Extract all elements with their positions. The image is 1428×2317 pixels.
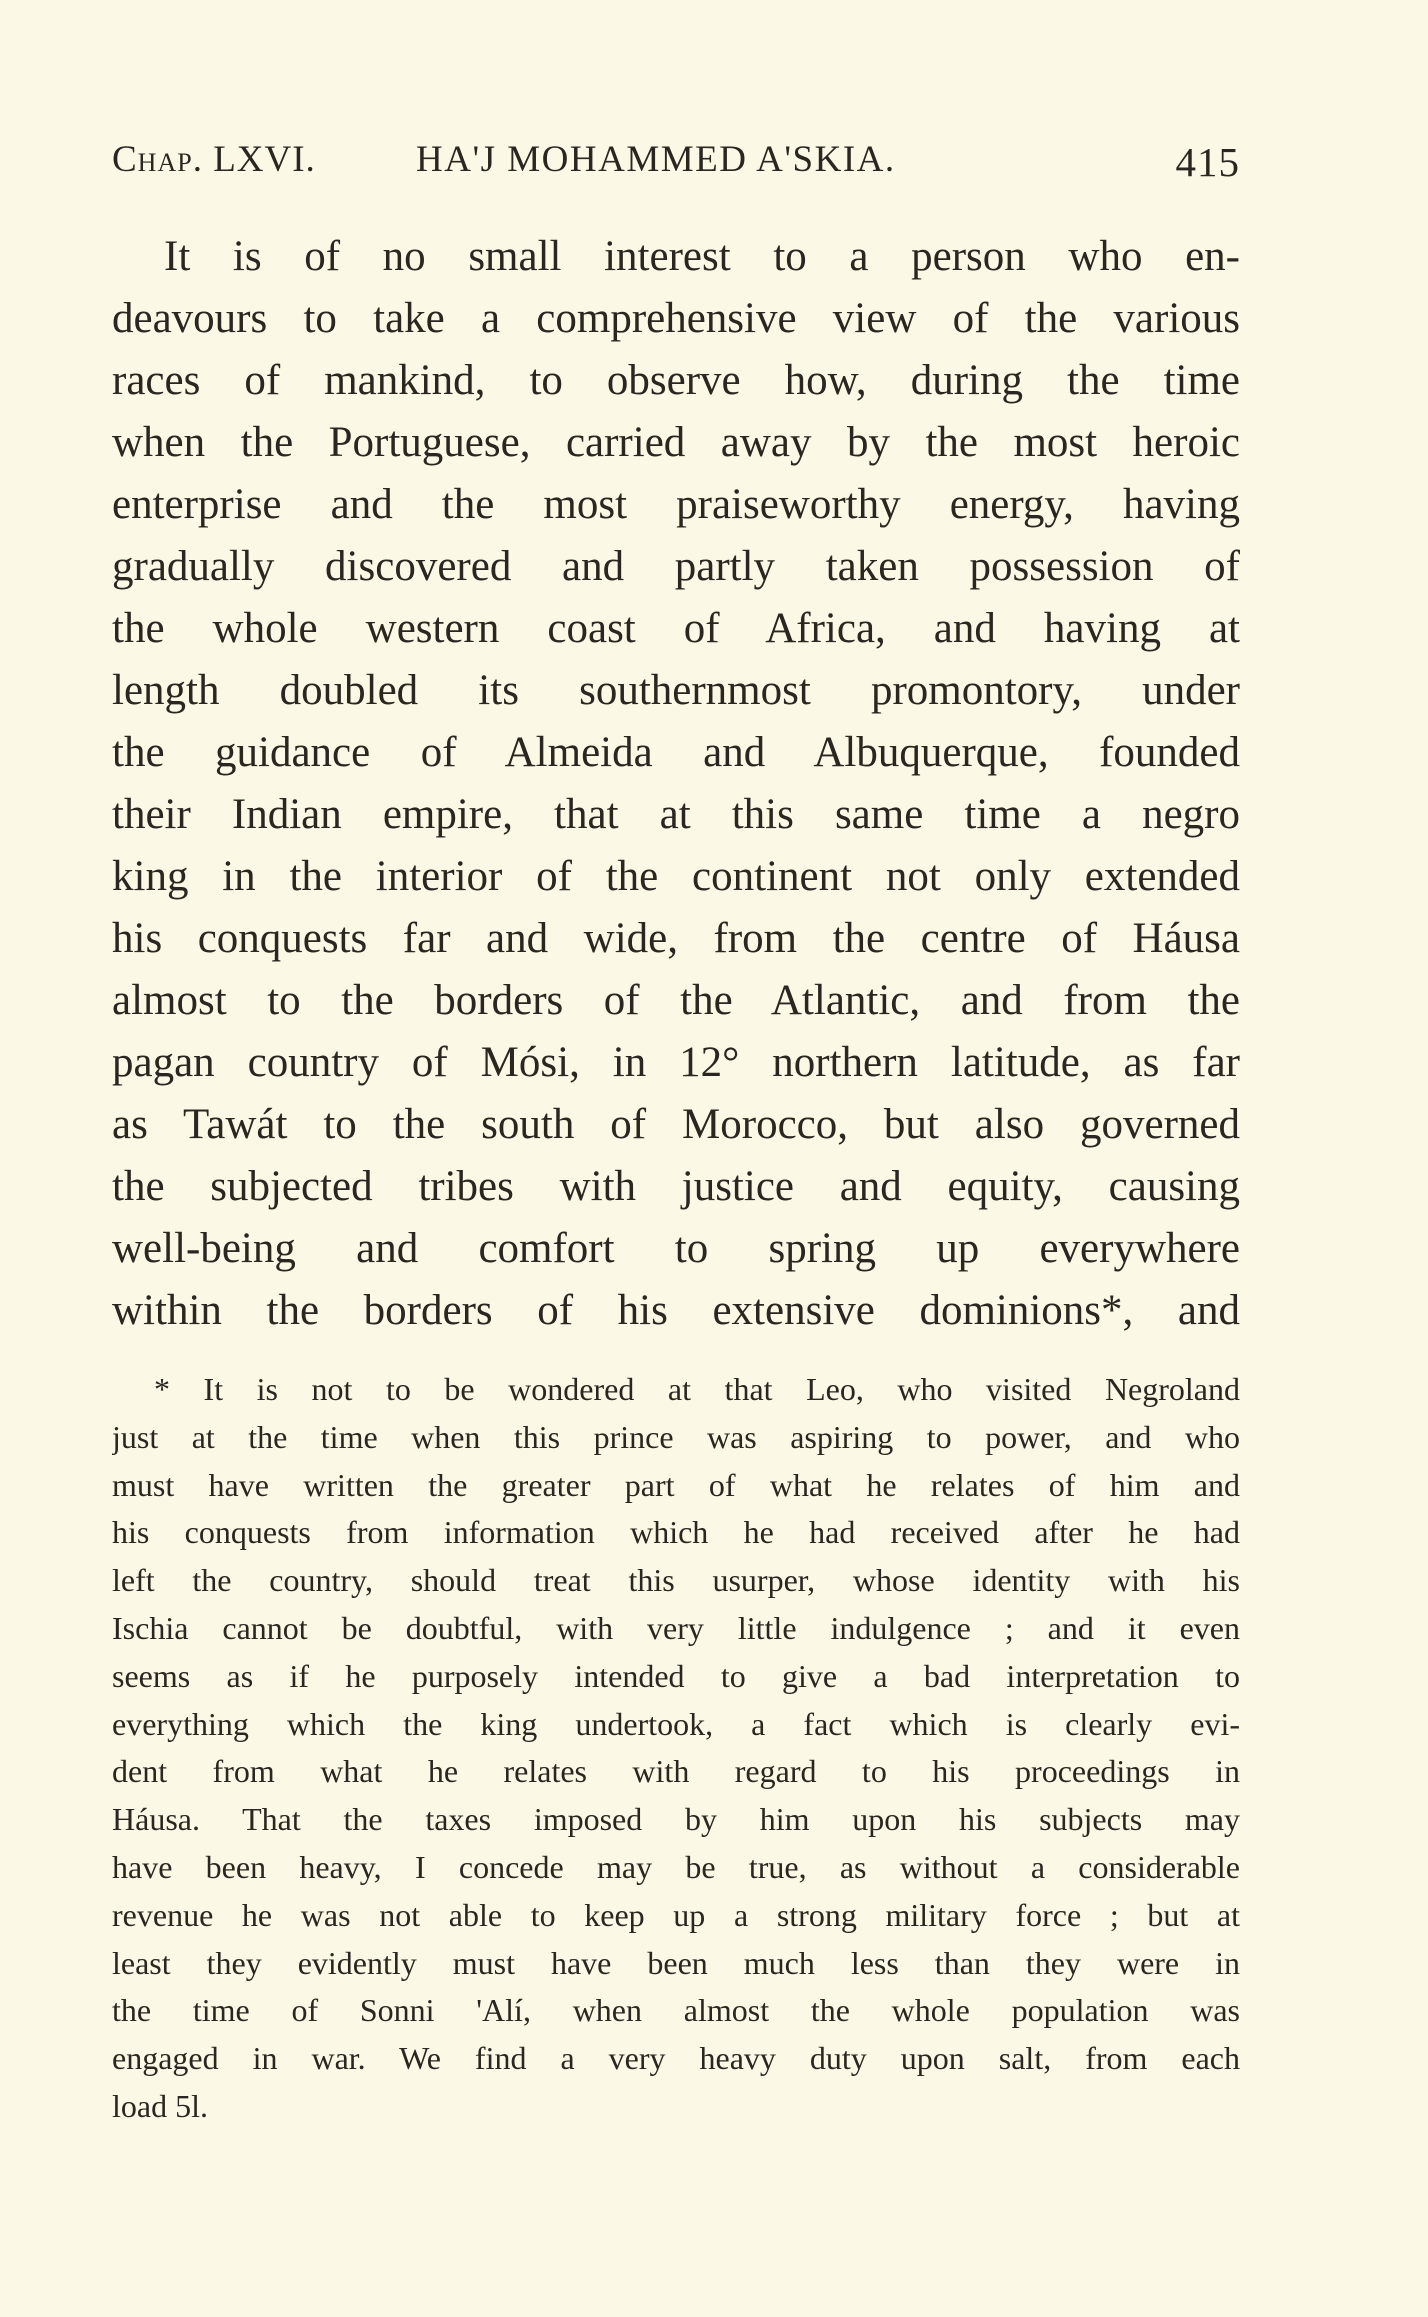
text-line: the subjected tribes with justice and equity, causing bbox=[112, 1163, 1240, 1210]
footnote-line: seems as if he purposely intended to give a bad interpretation to bbox=[112, 1657, 1240, 1694]
footnote-line: left the country, should treat this usurper, whose identity with his bbox=[112, 1562, 1240, 1599]
text-line: enterprise and the most praiseworthy energy, having bbox=[112, 481, 1240, 528]
text-line: deavours to take a comprehensive view of the various bbox=[112, 295, 1240, 342]
text-line: well-being and comfort to spring up everywhere bbox=[112, 1225, 1240, 1272]
text-line: pagan country of Mósi, in 12° northern latitude, as far bbox=[112, 1039, 1240, 1086]
text-line: the guidance of Almeida and Albuquerque, founded bbox=[112, 729, 1240, 776]
text-line: as Tawát to the south of Morocco, but also governed bbox=[112, 1101, 1240, 1148]
footnote-line: least they evidently must have been much less than they were in bbox=[112, 1944, 1240, 1981]
text-line: the whole western coast of Africa, and having at bbox=[112, 605, 1240, 652]
text-line: gradually discovered and partly taken possession of bbox=[112, 543, 1240, 590]
footnote-line: Háusa. That the taxes imposed by him upon his subjects may bbox=[112, 1801, 1240, 1838]
chapter-label: Chap. LXVI. bbox=[112, 139, 316, 180]
footnote-line: have been heavy, I concede may be true, as without a considerable bbox=[112, 1848, 1240, 1885]
text-line: his conquests far and wide, from the centre of Háusa bbox=[112, 915, 1240, 962]
text-line: king in the interior of the continent not only extended bbox=[112, 853, 1240, 900]
footnote-line: revenue he was not able to keep up a strong military force ; but at bbox=[112, 1896, 1240, 1933]
footnote-line: Ischia cannot be doubtful, with very little indulgence ; and it even bbox=[112, 1609, 1240, 1646]
page-number: 415 bbox=[1175, 139, 1240, 185]
text-line: when the Portuguese, carried away by the most heroic bbox=[112, 419, 1240, 466]
footnote-line: * It is not to be wondered at that Leo, who visited Negroland bbox=[154, 1371, 1240, 1407]
main-paragraph bbox=[112, 226, 1240, 1342]
footnote-line: just at the time when this prince was aspiring to power, and who bbox=[112, 1418, 1240, 1455]
footnote bbox=[112, 1366, 1240, 2131]
running-title: HA'J MOHAMMED A'SKIA. bbox=[416, 139, 896, 180]
footnote-line: engaged in war. We find a very heavy duty upon salt, from each bbox=[112, 2040, 1240, 2077]
footnote-line: the time of Sonni 'Alí, when almost the whole population was bbox=[112, 1992, 1240, 2029]
text-line: within the borders of his extensive dominions*, and bbox=[112, 1287, 1240, 1334]
running-header bbox=[112, 138, 1240, 188]
footnote-line: everything which the king undertook, a fact which is clearly evi- bbox=[112, 1705, 1240, 1742]
text-line: It is of no small interest to a person who en- bbox=[164, 233, 1240, 280]
footnote-line: dent from what he relates with regard to his proceedings in bbox=[112, 1753, 1240, 1790]
text-line: length doubled its southernmost promontory, under bbox=[112, 667, 1240, 714]
text-line: races of mankind, to observe how, during the time bbox=[112, 357, 1240, 404]
footnote-line: load 5l. bbox=[112, 2087, 208, 2124]
text-line: their Indian empire, that at this same time a negro bbox=[112, 791, 1240, 838]
text-line: almost to the borders of the Atlantic, and from the bbox=[112, 977, 1240, 1024]
footnote-line: must have written the greater part of what he relates of him and bbox=[112, 1466, 1240, 1503]
footnote-line: his conquests from information which he had received after he had bbox=[112, 1514, 1240, 1551]
